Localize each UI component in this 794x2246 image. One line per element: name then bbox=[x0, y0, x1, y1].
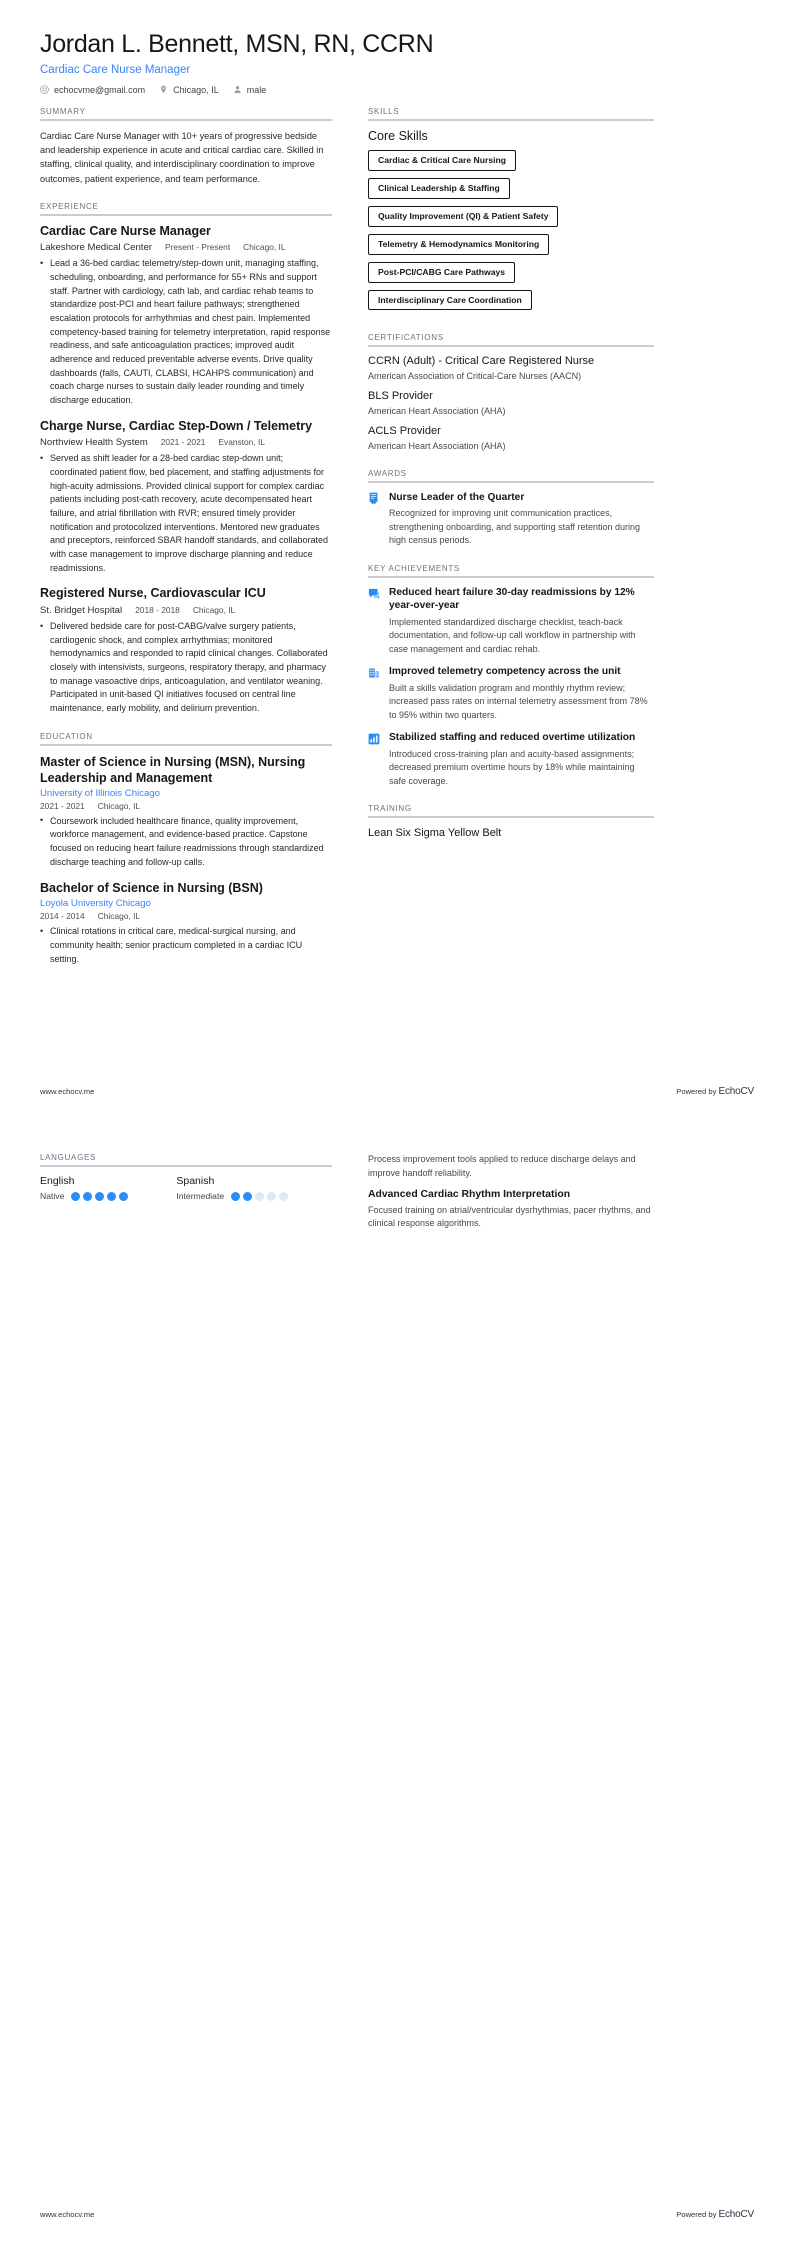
list-item: • Coursework included healthcare finance, quality improvement, workforce management, and evidence-based practice. Capstone focused on reducing heart failure readmissions through standardized discharge teaching and follow-up calls. bbox=[40, 815, 332, 870]
experience-entry bbox=[40, 224, 332, 408]
language-proficiency-dots bbox=[231, 1192, 288, 1201]
experience-organization: Northview Health System bbox=[40, 437, 148, 449]
certification-name: CCRN (Adult) - Critical Care Registered Nurse bbox=[368, 355, 595, 368]
contact-email-text: echocvme@gmail.com bbox=[54, 84, 146, 95]
experience-meta bbox=[40, 605, 332, 616]
skill-chip-row bbox=[368, 290, 654, 318]
section-training bbox=[368, 804, 654, 840]
training-name: Lean Six Sigma Yellow Belt bbox=[368, 827, 502, 840]
education-bullets bbox=[40, 925, 332, 966]
award-body bbox=[389, 491, 654, 548]
language-item bbox=[40, 1175, 128, 1201]
contact-gender bbox=[233, 85, 267, 95]
footer-powered-prefix: Powered by bbox=[676, 1087, 719, 1096]
certification-name: BLS Provider bbox=[368, 390, 433, 403]
section-summary bbox=[40, 107, 332, 186]
section-divider bbox=[40, 744, 332, 746]
award-description: Recognized for improving unit communication practices, strengthening onboarding, and supporting staff retention during high census periods. bbox=[389, 508, 641, 546]
footer-brand: EchoCV bbox=[718, 1086, 754, 1097]
skill-chip: Cardiac & Critical Care Nursing bbox=[368, 150, 516, 170]
education-degree: Master of Science in Nursing (MSN), Nursing Leadership and Management bbox=[40, 754, 306, 785]
education-entry bbox=[40, 754, 332, 870]
proficiency-dot bbox=[95, 1192, 104, 1201]
experience-bullets bbox=[40, 452, 332, 575]
education-school[interactable]: University of Illinois Chicago bbox=[40, 787, 160, 799]
achievement-item bbox=[368, 586, 654, 656]
experience-entry bbox=[40, 586, 332, 715]
experience-bullets bbox=[40, 257, 332, 407]
education-bullets bbox=[40, 815, 332, 870]
section-label-experience: EXPERIENCE bbox=[40, 201, 99, 211]
achievement-description: Implemented standardized discharge checklist, teach-back documentation, and follow-up call workflow in partnership with case management and cardiac rehab. bbox=[389, 616, 636, 654]
section-label-awards: AWARDS bbox=[368, 468, 407, 478]
experience-location: Chicago, IL bbox=[243, 242, 286, 253]
section-training-continued bbox=[368, 1153, 654, 1231]
skills-group-title: Core Skills bbox=[368, 128, 428, 143]
achievement-body bbox=[389, 731, 654, 788]
experience-organization: Lakeshore Medical Center bbox=[40, 242, 152, 254]
education-meta bbox=[40, 801, 332, 811]
footer-powered-by bbox=[676, 2209, 754, 2220]
footer-url[interactable]: www.echocv.me bbox=[40, 1087, 95, 1096]
achievement-title: Improved telemetry competency across the unit bbox=[389, 666, 621, 678]
education-school[interactable]: Loyola University Chicago bbox=[40, 898, 151, 910]
skill-chip-row bbox=[368, 178, 654, 206]
proficiency-dot bbox=[83, 1192, 92, 1201]
education-meta bbox=[40, 911, 332, 921]
award-title: Nurse Leader of the Quarter bbox=[389, 491, 525, 503]
section-label-skills: SKILLS bbox=[368, 106, 400, 116]
experience-dates: 2021 - 2021 bbox=[160, 437, 206, 448]
right-column bbox=[368, 107, 654, 857]
section-divider bbox=[368, 345, 654, 347]
footer-brand: EchoCV bbox=[718, 2209, 754, 2220]
certification-issuer: American Association of Critical-Care Nurses (AACN) bbox=[368, 371, 582, 382]
proficiency-dot bbox=[119, 1192, 128, 1201]
proficiency-dot bbox=[267, 1192, 276, 1201]
section-label-education: EDUCATION bbox=[40, 731, 93, 741]
experience-organization: St. Bridget Hospital bbox=[40, 605, 123, 617]
page-footer bbox=[40, 2209, 754, 2220]
skill-chip-row bbox=[368, 234, 654, 262]
education-dates: 2014 - 2014 bbox=[40, 911, 85, 922]
section-label-certifications: CERTIFICATIONS bbox=[368, 333, 444, 343]
achievement-body bbox=[389, 586, 654, 656]
language-name: Spanish bbox=[176, 1175, 215, 1187]
section-label-training: TRAINING bbox=[368, 804, 412, 814]
training-item bbox=[368, 1153, 654, 1180]
footer-powered-by bbox=[676, 1086, 754, 1097]
training-description: Focused training on atrial/ventricular dysrhythmias, pacer rhythms, and clinical response algorithms. bbox=[368, 1204, 651, 1229]
achievement-body bbox=[389, 665, 654, 722]
training-description: Process improvement tools applied to reduce discharge delays and improve handoff reliability. bbox=[368, 1154, 636, 1178]
contact-email[interactable] bbox=[40, 85, 145, 95]
email-icon bbox=[40, 85, 49, 94]
certification-item bbox=[368, 355, 654, 383]
section-education bbox=[40, 732, 332, 967]
skill-chip: Quality Improvement (QI) & Patient Safety bbox=[368, 206, 558, 226]
certification-name: ACLS Provider bbox=[368, 425, 441, 438]
proficiency-dot bbox=[107, 1192, 116, 1201]
award-item bbox=[368, 491, 654, 548]
section-languages bbox=[40, 1153, 332, 1201]
education-entry bbox=[40, 880, 332, 966]
skill-chip: Telemetry & Hemodynamics Monitoring bbox=[368, 234, 549, 254]
section-label-summary: SUMMARY bbox=[40, 106, 86, 116]
training-item bbox=[368, 1188, 654, 1231]
section-certifications bbox=[368, 333, 654, 452]
experience-location: Chicago, IL bbox=[192, 605, 236, 616]
section-divider bbox=[40, 1165, 332, 1167]
location-pin-icon bbox=[159, 85, 168, 94]
proficiency-dot bbox=[231, 1192, 240, 1201]
contact-location bbox=[159, 85, 219, 95]
proficiency-dot bbox=[255, 1192, 264, 1201]
section-awards bbox=[368, 469, 654, 548]
achievement-title: Reduced heart failure 30-day readmissions by 12% year-over-year bbox=[389, 586, 635, 612]
education-location: Chicago, IL bbox=[97, 911, 141, 922]
list-item: • Lead a 36-bed cardiac telemetry/step-down unit, managing staffing, scheduling, onboarding, and performance for 55+ RNs and support staff. Partner with cardiology, cath lab, and cardiac rehab teams to standardize post-PCI and heart failure pathways; strengthened escalation protocols for arrhythmias and chest pain. Implemented competency-based training for telemetry interpretation, rapid response readiness, and safe anticoagulation practices; improved audit adherence and reduced preventable adverse events. Drive quality dashboards (falls, CAUTI, CLABSI, HCAHPS communication) and coach charge nurses to sustain daily leader rounding and timely discharge education. bbox=[40, 257, 332, 407]
section-key-achievements bbox=[368, 564, 654, 788]
languages-grid bbox=[40, 1175, 332, 1201]
language-name: English bbox=[40, 1175, 75, 1187]
summary-text: Cardiac Care Nurse Manager with 10+ years of progressive bedside and leadership experience in acute and critical cardiac care. Skilled in staffing, clinical quality, and interdisciplinary coordination to improve outcomes, patient experience, and team performance. bbox=[40, 130, 324, 184]
left-column bbox=[40, 107, 332, 983]
proficiency-dot bbox=[243, 1192, 252, 1201]
certification-issuer: American Heart Association (AHA) bbox=[368, 406, 506, 417]
footer-url[interactable]: www.echocv.me bbox=[40, 2210, 95, 2219]
skill-chip-row bbox=[368, 206, 654, 234]
language-proficiency-dots bbox=[71, 1192, 128, 1201]
right-column-page2 bbox=[368, 1153, 654, 1247]
section-divider bbox=[368, 576, 654, 578]
section-divider bbox=[40, 119, 332, 121]
page-footer bbox=[40, 1086, 754, 1097]
education-location: Chicago, IL bbox=[97, 800, 141, 811]
achievement-item bbox=[368, 665, 654, 722]
experience-dates: 2018 - 2018 bbox=[135, 605, 180, 616]
experience-meta bbox=[40, 437, 332, 448]
language-level-row bbox=[40, 1191, 128, 1201]
contact-row bbox=[40, 85, 754, 95]
section-label-languages: LANGUAGES bbox=[40, 1153, 97, 1162]
experience-entry bbox=[40, 419, 332, 576]
training-item bbox=[368, 826, 654, 840]
resume-body-columns-page2 bbox=[40, 1153, 754, 1247]
header-job-title: Cardiac Care Nurse Manager bbox=[40, 63, 191, 76]
education-degree: Bachelor of Science in Nursing (BSN) bbox=[40, 881, 263, 896]
skill-chip: Interdisciplinary Care Coordination bbox=[368, 290, 532, 310]
skill-chip: Post-PCI/CABG Care Pathways bbox=[368, 262, 515, 282]
achievement-item bbox=[368, 731, 654, 788]
section-divider bbox=[368, 119, 654, 121]
language-level-row bbox=[176, 1191, 288, 1201]
section-experience bbox=[40, 202, 332, 716]
certification-item bbox=[368, 390, 654, 418]
award-badge-icon bbox=[368, 491, 381, 548]
proficiency-dot bbox=[279, 1192, 288, 1201]
resume-page-2 bbox=[0, 1123, 794, 2246]
language-level: Intermediate bbox=[176, 1191, 225, 1201]
language-item bbox=[176, 1175, 288, 1201]
certification-item bbox=[368, 425, 654, 453]
contact-location-text: Chicago, IL bbox=[173, 84, 219, 95]
achievement-title: Stabilized staffing and reduced overtime utilization bbox=[389, 732, 636, 744]
bar-chart-icon bbox=[368, 731, 381, 788]
training-name: Advanced Cardiac Rhythm Interpretation bbox=[368, 1189, 571, 1200]
section-label-key-achievements: KEY ACHIEVEMENTS bbox=[368, 563, 460, 573]
education-dates: 2021 - 2021 bbox=[40, 800, 85, 811]
building-icon bbox=[368, 665, 381, 722]
proficiency-dot bbox=[71, 1192, 80, 1201]
section-skills bbox=[368, 107, 654, 318]
person-icon bbox=[233, 85, 242, 94]
skill-chip-row bbox=[368, 262, 654, 290]
list-item: • Delivered bedside care for post-CABG/valve surgery patients, cardiogenic shock, and complex arrhythmias; monitored hemodynamics and responded to rapid clinical changes. Collaborated closely with intensivists, surgeons, respiratory therapy, and pharmacy to manage vasoactive drips, anticoagulation, and ventilator weaning. Participated in unit-based QI initiatives focused on central line maintenance, early mobility, and delirium prevention. bbox=[40, 620, 332, 716]
skill-chip-row bbox=[368, 150, 654, 178]
list-item: • Served as shift leader for a 28-bed cardiac step-down unit; coordinated patient flow, bed placement, and staffing adjustments for high-acuity admissions. Provided clinical support for complex cardiac patients including post-cath recovery, acute decompensated heart failure, and atrial fibrillation with RVR; ensured timely provider notification and protocolized interventions. Mentored new graduates and preceptors, reinforced SBAR handoff standards, and collaborated with case management to improve discharge planning and reduce readmissions. bbox=[40, 452, 332, 575]
achievement-description: Introduced cross-training plan and acuity-based assignments; decreased premium overtime hours by 18% while maintaining safe coverage. bbox=[389, 748, 635, 786]
section-divider bbox=[368, 481, 654, 483]
experience-bullets bbox=[40, 620, 332, 716]
skill-chip: Clinical Leadership & Staffing bbox=[368, 178, 510, 198]
resume-body-columns bbox=[40, 107, 754, 983]
experience-dates: Present - Present bbox=[165, 242, 231, 253]
left-column-page2 bbox=[40, 1153, 332, 1217]
language-level: Native bbox=[40, 1191, 65, 1201]
section-divider bbox=[40, 214, 332, 216]
experience-meta bbox=[40, 242, 332, 253]
certification-issuer: American Heart Association (AHA) bbox=[368, 440, 506, 451]
page-title: Jordan L. Bennett, MSN, RN, CCRN bbox=[40, 30, 434, 58]
achievement-description: Built a skills validation program and monthly rhythm review; increased pass rates on internal telemetry assessment from 78% to 95% within two quarters. bbox=[389, 682, 648, 720]
experience-location: Evanston, IL bbox=[218, 437, 265, 448]
experience-job-title: Registered Nurse, Cardiovascular ICU bbox=[40, 586, 266, 601]
footer-powered-prefix: Powered by bbox=[676, 2210, 719, 2219]
contact-gender-text: male bbox=[246, 84, 267, 95]
list-item: • Clinical rotations in critical care, medical-surgical nursing, and community health; senior practicum completed in a cardiac ICU setting. bbox=[40, 925, 332, 966]
speech-bubble-icon bbox=[368, 586, 381, 656]
section-divider bbox=[368, 816, 654, 818]
experience-job-title: Cardiac Care Nurse Manager bbox=[40, 223, 211, 238]
resume-header bbox=[40, 30, 754, 95]
experience-job-title: Charge Nurse, Cardiac Step-Down / Telemetry bbox=[40, 418, 313, 433]
